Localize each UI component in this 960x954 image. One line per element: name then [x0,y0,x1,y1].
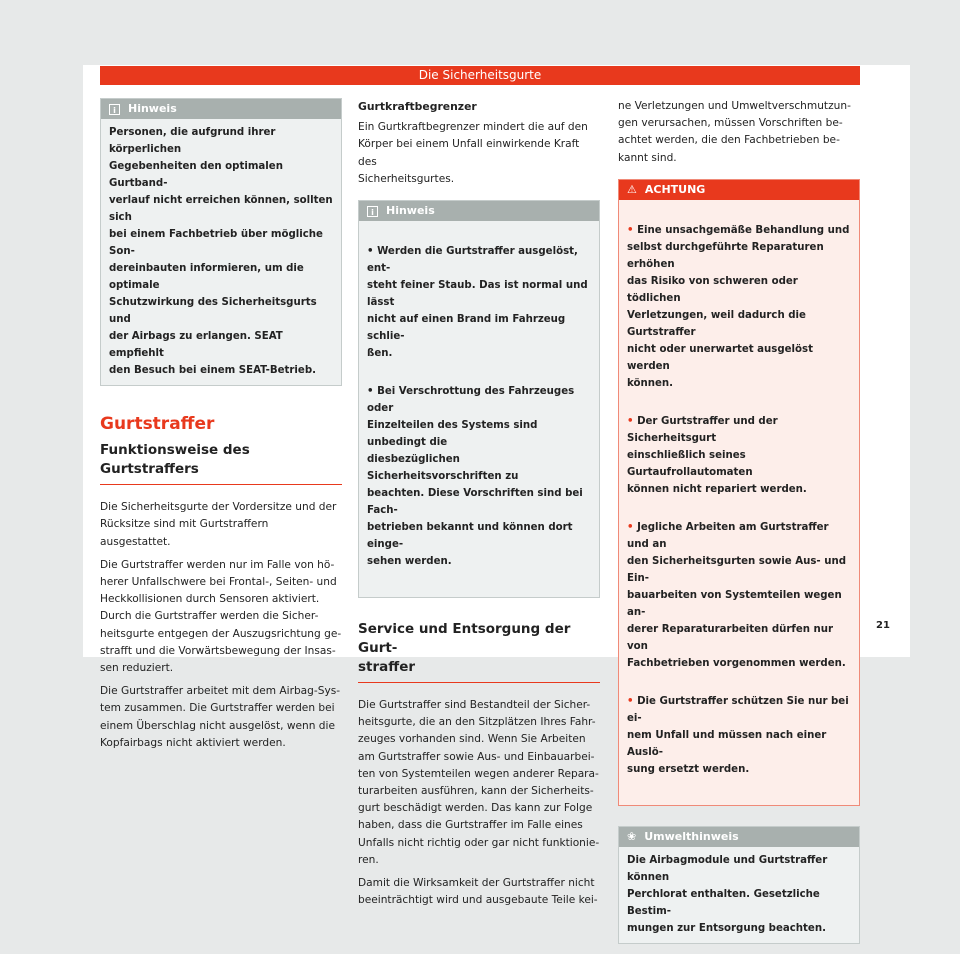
column-2 [358,98,600,915]
paragraph: Damit die Wirksamkeit der Gurtstraffer nicht beeinträchtigt wird und ausgebaute Teile kei- [358,877,598,907]
note-title: Hinweis [128,102,177,115]
paragraph: ne Verletzungen und Umweltverschmutzun- gen verursachen, müssen Vorschriften be- achtet werden, die den Fachbetrieben be- kannt sind. [618,100,851,164]
note-box [100,98,342,386]
note-title: Hinweis [386,204,435,218]
column-3 [618,98,860,954]
warning-item: • Eine unsachgemäße Behandlung und selbst durchgeführte Reparaturen erhöhen das Risiko von schweren oder tödlichen Verletzungen, weil dadurch die Gurtstraffer nicht oder unerwartet ausgelöst werden können. [627,224,850,389]
subsection-heading: Funktionsweise des Gurtstraffers [100,441,342,485]
warning-title: ACHTUNG [644,182,706,196]
paragraph: Die Gurtstraffer sind Bestandteil der Sicher- heitsgurte, die an den Sitzplätzen Ihres Fahr- zeuges vorhanden sind. Wenn Sie Arbeiten am Gurtstraffer sowie Aus- und Einbauarbei- ten von Systemteilen wegen anderer Repara- turarbeiten ausführen, kann der Sicherheits- gurt beschädigt werden. Das kann zur Folge haben, dass die Gurtstraffer im Falle eines Unfalls nicht richtig oder gar nicht funktionie- ren. [358,699,600,866]
environment-note-text: Die Airbagmodule und Gurtstraffer können Perchlorat enthalten. Gesetzliche Bestim- mungen zur Entsorgung beachten. [627,854,828,934]
environment-note-title: Umwelthinweis [644,829,739,843]
subheading: Gurtkraftbegrenzer [358,100,477,113]
warning-triangle-icon: ⚠ [627,182,637,196]
paragraph: Die Gurtstraffer arbeitet mit dem Airbag-Sys- tem zusammen. Die Gurtstraffer werden bei einem Überschlag nicht ausgelöst, wenn die Kopfairbags nicht aktiviert werden. [100,685,341,749]
warning-item: • Jegliche Arbeiten am Gurtstraffer und an den Sicherheitsgurten sowie Aus- und Ein- bauarbeiten von Systemteilen wegen an- derer Reparaturarbeiten dürfen nur von Fachbetrieben vorgenommen werden. [627,521,846,669]
warning-item: • Der Gurtstraffer und der Sicherheitsgurt einschließlich seines Gurtaufrollautomaten können nicht repariert werden. [627,415,807,495]
note-box [358,200,600,598]
column-1 [100,98,342,758]
page-top-band [83,50,910,65]
info-icon: i [109,104,120,115]
environment-flower-icon: ❀ [627,829,637,843]
paragraph: Ein Gurtkraftbegrenzer mindert die auf den Körper bei einem Unfall einwirkende Kraft des Sicherheitsgurtes. [358,121,588,185]
paragraph: Die Sicherheitsgurte der Vordersitze und der Rücksitze sind mit Gurtstraffern ausgestattet. [100,501,337,548]
info-icon: i [367,206,378,217]
note-item: • Werden die Gurtstraffer ausgelöst, ent- steht feiner Staub. Das ist normal und lässt nicht auf einen Brand im Fahrzeug schlie- ßen. [367,246,588,360]
warning-item: • Die Gurtstraffer schützen Sie nur bei ei- nem Unfall und müssen nach einer Auslö- sung ersetzt werden. [627,695,849,775]
paragraph: Die Gurtstraffer werden nur im Falle von hö- herer Unfallschwere bei Frontal-, Seiten- und Heckkollisionen durch Sensoren aktiviert. Durch die Gurtstraffer werden die Sicher- heitsgurte entgegen der Auszugsrichtung ge- strafft und die Vorwärtsbewegung der Insas- sen reduziert. [100,558,342,675]
section-heading: Service und Entsorgung der Gurt- straffer [358,620,600,683]
section-heading: Gurtstraffer [100,414,215,434]
warning-box [618,179,860,806]
note-item: • Bei Verschrottung des Fahrzeuges oder Einzelteilen des Systems sind unbedingt die diesbezüglichen Sicherheitsvorschriften zu beachten. Diese Vorschriften sind bei Fach- betrieben bekannt und können dort einge- sehen werden. [367,386,583,568]
environment-note-box [618,826,860,944]
page-number: 21 [876,620,890,631]
note-text: Personen, die aufgrund ihrer körperlichen Gegebenheiten den optimalen Gurtband- verlauf nicht erreichen können, sollten sich bei einem Fachbetrieb über mögliche Son- dereinbauten informieren, um die optimale Schutzwirkung des Sicherheitsgurts und der Airbags zu erlangen. SEAT empfiehlt den Besuch bei einem SEAT-Betrieb. [109,127,333,376]
section-header: Die Sicherheitsgurte [100,66,860,85]
